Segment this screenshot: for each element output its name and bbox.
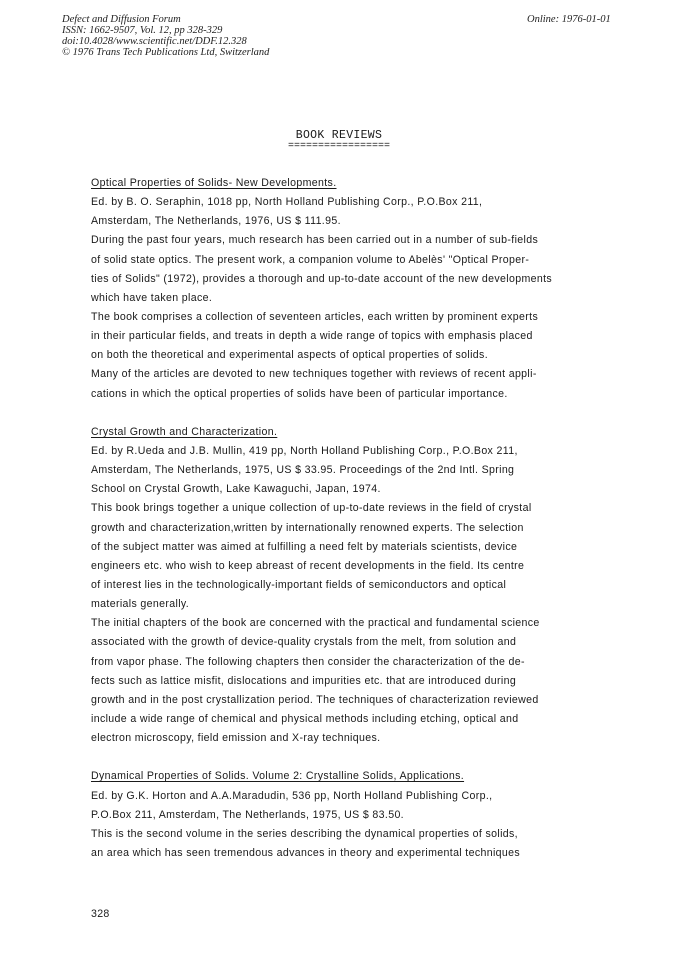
review-line: The book comprises a collection of seventeen articles, each written by prominent experts bbox=[91, 310, 539, 323]
review-line: growth and in the post crystallization period. The techniques of characterization reviewed bbox=[91, 693, 539, 706]
review-line: Ed. by G.K. Horton and A.A.Maradudin, 536 pp, North Holland Publishing Corp., bbox=[91, 789, 493, 802]
review-line: growth and characterization,written by internationally renowned experts. The selection bbox=[91, 521, 524, 534]
review-line: of the subject matter was aimed at fulfilling a need felt by materials scientists, device bbox=[91, 540, 518, 553]
review-line: from vapor phase. The following chapters then consider the characterization of the de- bbox=[91, 655, 525, 668]
title-underline: ================= bbox=[287, 141, 391, 152]
review-line: of interest lies in the technologically-important fields of semiconductors and optical bbox=[91, 578, 507, 591]
page-number: 328 bbox=[91, 908, 110, 920]
review-line: Many of the articles are devoted to new techniques together with reviews of recent appli- bbox=[91, 368, 537, 381]
review-line: fects such as lattice misfit, dislocations and impurities etc. that are introduced during bbox=[91, 674, 517, 687]
review-line: P.O.Box 211, Amsterdam, The Netherlands, 1975, US $ 83.50. bbox=[91, 808, 404, 821]
review-title: Optical Properties of Solids- New Developments. bbox=[91, 177, 337, 189]
review-line: in their particular fields, and treats in depth a wide range of topics with emphasis placed bbox=[91, 330, 533, 343]
review-line: which have taken place. bbox=[91, 291, 213, 304]
doi-line: doi:10.4028/www.scientific.net/DDF.12.328 bbox=[62, 36, 247, 47]
review-line: This book brings together a unique collection of up-to-date reviews in the field of crystal bbox=[91, 502, 532, 515]
review-line: of solid state optics. The present work, a companion volume to Abelès' "Optical Proper- bbox=[91, 253, 530, 266]
issn-line: ISSN: 1662-9507, Vol. 12, pp 328-329 bbox=[62, 25, 223, 36]
review-line: ties of Solids" (1972), provides a thorough and up-to-date account of the new developments bbox=[91, 272, 553, 285]
review-line: materials generally. bbox=[91, 598, 190, 611]
reviews-body bbox=[91, 174, 631, 863]
page-heading bbox=[0, 130, 678, 151]
copyright-line: © 1976 Trans Tech Publications Ltd, Switzerland bbox=[62, 47, 270, 58]
review-line: This is the second volume in the series describing the dynamical properties of solids, bbox=[91, 827, 518, 840]
review-title: Crystal Growth and Characterization. bbox=[91, 425, 278, 438]
page-title: BOOK REVIEWS bbox=[295, 129, 383, 142]
review-line: School on Crystal Growth, Lake Kawaguchi, Japan, 1974. bbox=[91, 483, 381, 496]
review-line: The initial chapters of the book are concerned with the practical and fundamental science bbox=[91, 617, 540, 630]
review-line: engineers etc. who wish to keep abreast of recent developments in the field. Its centre bbox=[91, 559, 525, 572]
review-line: associated with the growth of device-quality crystals from the melt, from solution and bbox=[91, 636, 517, 649]
online-date: Online: 1976-01-01 bbox=[527, 14, 611, 25]
section-spacer bbox=[91, 404, 631, 423]
review-line: Amsterdam, The Netherlands, 1976, US $ 111.95. bbox=[91, 215, 341, 228]
review-title: Dynamical Properties of Solids. Volume 2: Crystalline Solids, Applications. bbox=[91, 770, 465, 783]
review-line: on both the theoretical and experimental aspects of optical properties of solids. bbox=[91, 349, 488, 362]
journal-header bbox=[62, 14, 269, 58]
review-line: Amsterdam, The Netherlands, 1975, US $ 33.95. Proceedings of the 2nd Intl. Spring bbox=[91, 464, 515, 477]
review-line: Ed. by B. O. Seraphin, 1018 pp, North Holland Publishing Corp., P.O.Box 211, bbox=[91, 196, 483, 209]
section-spacer bbox=[91, 748, 631, 767]
review-line: include a wide range of chemical and physical methods including etching, optical and bbox=[91, 712, 519, 725]
review-line: During the past four years, much research has been carried out in a number of sub-fields bbox=[91, 234, 539, 247]
review-line: Ed. by R.Ueda and J.B. Mullin, 419 pp, North Holland Publishing Corp., P.O.Box 211, bbox=[91, 444, 518, 457]
review-line: an area which has seen tremendous advances in theory and experimental techniques bbox=[91, 846, 521, 859]
review-line: electron microscopy, field emission and X-ray techniques. bbox=[91, 732, 381, 745]
review-line: cations in which the optical properties of solids have been of particular importance. bbox=[91, 387, 508, 400]
journal-name: Defect and Diffusion Forum bbox=[62, 14, 181, 25]
